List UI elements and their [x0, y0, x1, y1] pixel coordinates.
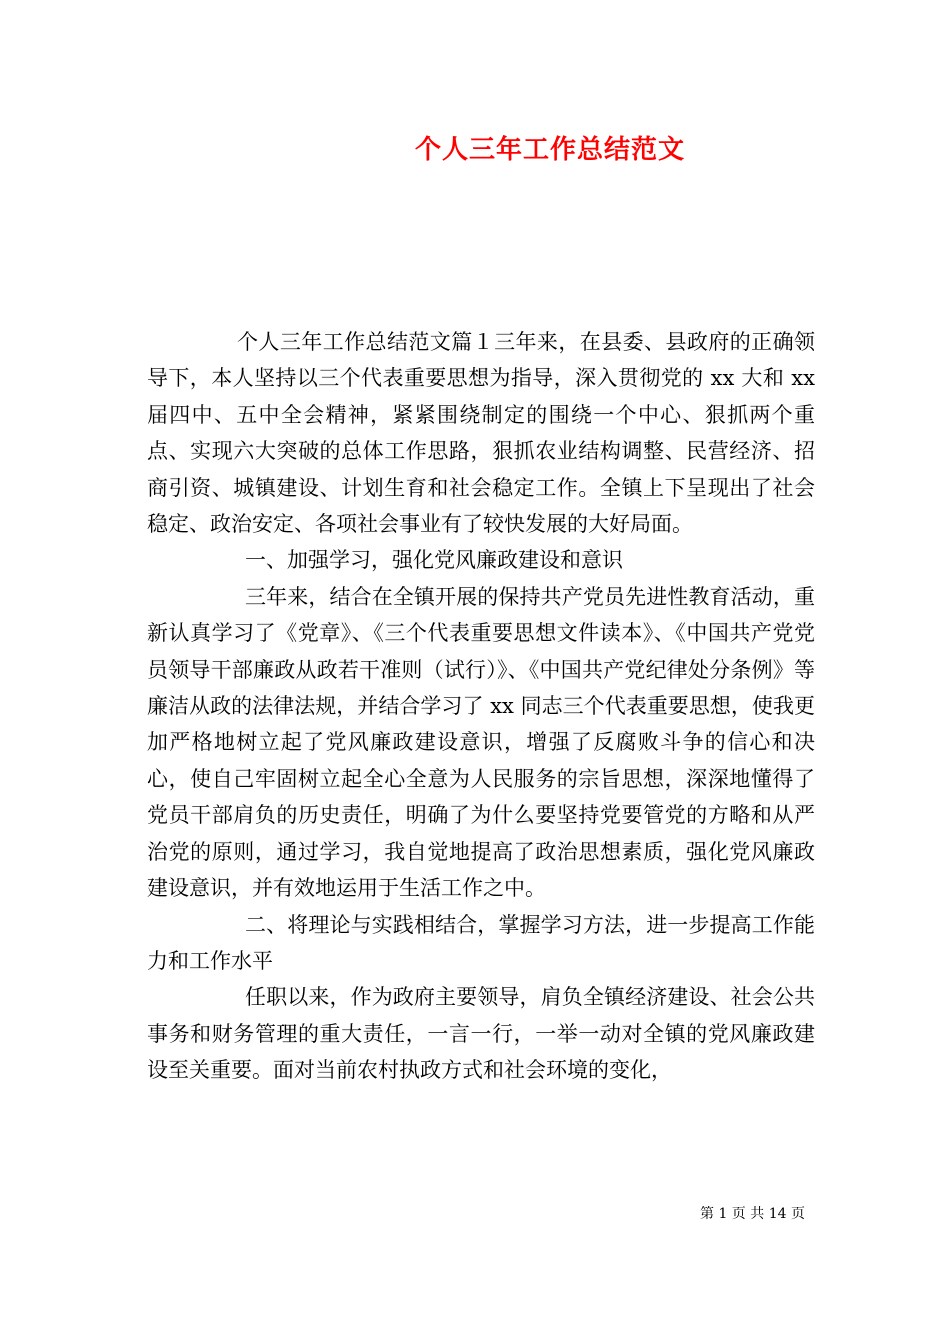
paragraph-study: 三年来，结合在全镇开展的保持共产党员先进性教育活动，重新认真学习了《党章》、《三个代表重要思想文件读本》、《中国共产党党员领导干部廉政从政若干准则（试行）》、《中国共产党纪律处分条例》等廉洁从政的法律法规，并结合学习了 xx 同志三个代表重要思想，使我更加严格地树立起了党风廉政建设意识，增强了反腐败斗争的信心和决心，使自己牢固树立起全心全意为人民服务的宗旨思想，深深地懂得了党员干部肩负的历史责任，明确了为什么要坚持党要管党的方略和从严治党的原则，通过学习，我自觉地提高了政治思想素质，强化党风廉政建设意识，并有效地运用于生活工作之中。 — [147, 584, 815, 901]
paragraph-duty: 任职以来，作为政府主要领导，肩负全镇经济建设、社会公共事务和财务管理的重大责任，一言一行，一举一动对全镇的党风廉政建设至关重要。面对当前农村执政方式和社会环境的变化， — [147, 985, 815, 1083]
section-heading-2: 二、将理论与实践相结合，掌握学习方法，进一步提高工作能力和工作水平 — [147, 912, 815, 973]
paragraph-intro: 个人三年工作总结范文篇１三年来，在县委、县政府的正确领导下，本人坚持以三个代表重要思想为指导，深入贯彻党的 xx 大和 xx 届四中、五中全会精神，紧紧围绕制定的围绕一个中心、狠抓两个重点、实现六大突破的总体工作思路，狠抓农业结构调整、民营经济、招商引资、城镇建设、计划生育和社会稳定工作。全镇上下呈现出了社会稳定、政治安定、各项社会事业有了较快发展的大好局面。 — [147, 330, 815, 537]
document-body — [147, 324, 815, 1089]
page-title: 个人三年工作总结范文 — [414, 135, 685, 165]
section-heading-1: 一、加强学习，强化党风廉政建设和意识 — [245, 548, 623, 573]
page-number-footer: 第 1 页 共 14 页 — [700, 1206, 805, 1222]
